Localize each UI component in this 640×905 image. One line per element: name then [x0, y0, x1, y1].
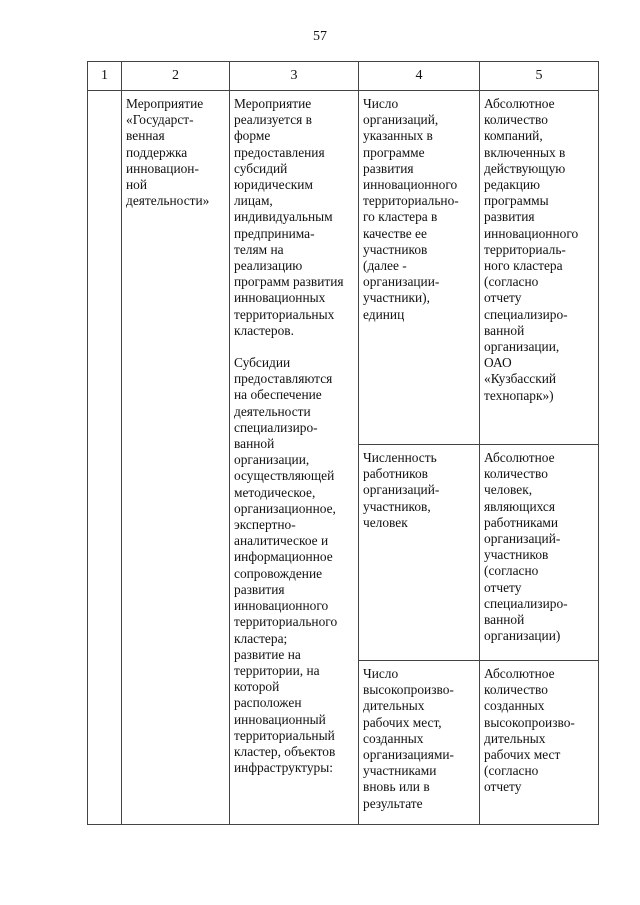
paragraph-gap	[230, 339, 358, 355]
indicator-cell	[359, 445, 480, 661]
event-name-cell	[122, 91, 230, 825]
method-cell	[480, 445, 599, 661]
header-col-2: 2	[122, 62, 230, 91]
event-description-cell	[230, 91, 359, 825]
header-col-4: 4	[359, 62, 480, 91]
header-col-3: 3	[230, 62, 359, 91]
indicator-cell	[359, 91, 480, 445]
method-text: Абсолютное количество компаний, включенных в действующую редакцию программы развития инновационного территориаль- ного кластера (согласно отчету специализиро- ванной организации, ОАО «Кузбасский технопарк»)	[484, 96, 579, 403]
method-cell	[480, 661, 599, 825]
header-row	[88, 62, 599, 91]
indicator-text: Число организаций, указанных в программе развития инновационного территориально- го кластера в качестве ее участников (далее - организации- участники), единиц	[363, 96, 459, 322]
number-cell	[88, 91, 122, 825]
indicator-cell	[359, 661, 480, 825]
header-col-5: 5	[480, 62, 599, 91]
method-text: Абсолютное количество человек, являющихся работниками организаций- участников (согласно отчету специализиро- ванной организации)	[484, 450, 568, 644]
program-table	[87, 61, 599, 825]
event-name-text: Мероприятие «Государст- венная поддержка инновацион- ной деятельности»	[126, 96, 210, 209]
indicator-text: Численность работников организаций- участников, человек	[363, 450, 440, 530]
indicator-text: Число высокопроизво- дительных рабочих мест, созданных организациями- участниками вновь или в результате	[363, 666, 454, 811]
number-text	[88, 91, 121, 96]
event-description-paragraph-2: Субсидии предоставляются на обеспечение деятельности специализиро- ванной организации, осуществляющей методическое, организационное, экспертно- аналитическое и информационное сопровождение развития инновационного территориального кластера; развитие на территории, на которой расположен инновационный территориальный кластер, объектов инфраструктуры:	[234, 355, 338, 776]
event-description-paragraph-1: Мероприятие реализуется в форме предоставления субсидий юридическим лицам, индивидуальным предпринима- телям на реализацию программ развития инновационных территориальных кластеров.	[234, 96, 344, 338]
method-cell	[480, 91, 599, 445]
header-col-1: 1	[88, 62, 122, 91]
method-text: Абсолютное количество созданных высокопроизво- дительных рабочих мест (согласно отчету	[484, 666, 575, 795]
page-number: 57	[313, 29, 327, 44]
table-row	[88, 91, 599, 445]
